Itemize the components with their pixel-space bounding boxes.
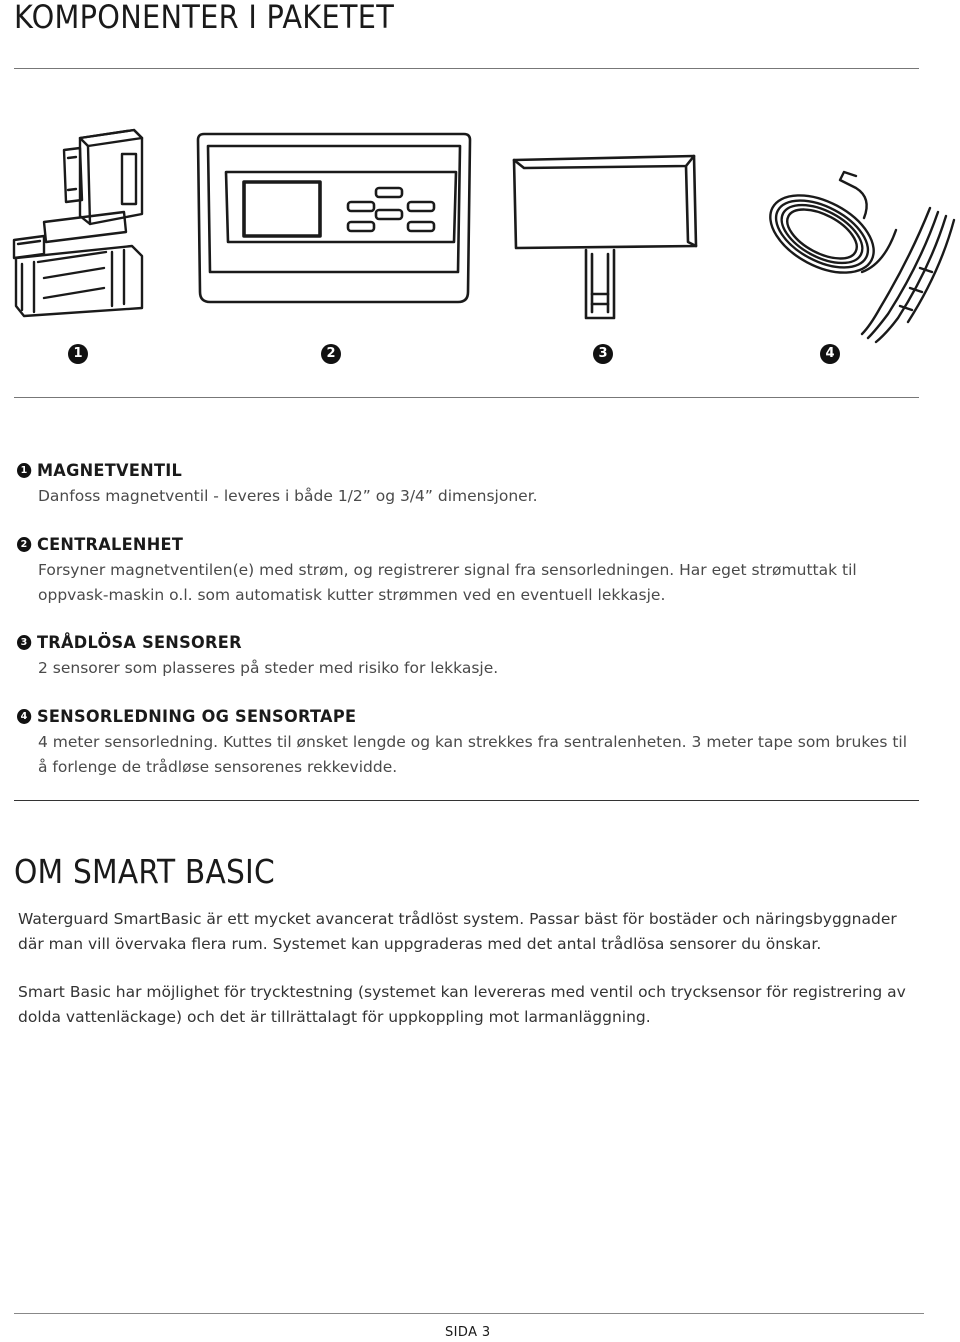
item-number-badge: 4 xyxy=(17,709,31,724)
footer-divider xyxy=(14,1313,924,1314)
component-number-4: 4 xyxy=(820,344,840,364)
item-heading: CENTRALENHET xyxy=(36,535,184,555)
about-paragraph-2: Smart Basic har möjlighet för trycktestning (systemet kan levereras med ventil och trycksensor för registrering av dolda vattenläckage) och det är tillrättalagt för uppkoppling mot larmanläggning. xyxy=(18,983,906,1026)
wireless-sensor-icon xyxy=(510,154,700,324)
item-heading: MAGNETVENTIL xyxy=(36,461,183,481)
component-number-2: 2 xyxy=(321,344,341,364)
illustration-divider xyxy=(14,397,919,398)
item-sensorledning xyxy=(17,706,917,779)
section-divider xyxy=(14,800,919,801)
item-number-badge: 1 xyxy=(17,463,31,478)
central-unit-icon xyxy=(196,132,472,304)
page-number: SIDA 3 xyxy=(445,1325,491,1340)
item-description: Danfoss magnetventil - leveres i både 1/2” og 3/4” dimensjoner. xyxy=(38,487,538,505)
component-number-1: 1 xyxy=(68,344,88,364)
item-number-badge: 3 xyxy=(17,635,31,650)
item-magnetventil xyxy=(17,460,917,509)
item-description: 4 meter sensorledning. Kuttes til ønsket lengde og kan strekkes fra sentralenheten. 3 meter tape som brukes til å forlenge de trådløse sensorenes rekkevidde. xyxy=(38,733,908,776)
component-number-3: 3 xyxy=(593,344,613,364)
item-tradlosa-sensorer xyxy=(17,632,917,681)
sensor-cable-coil-icon xyxy=(760,168,960,344)
item-description: Forsyner magnetventilen(e) med strøm, og registrerer signal fra sensorledningen. Har eget strømuttak til oppvask-maskin o.l. som automatisk kutter strømmen ved en eventuell lekkasje. xyxy=(38,561,857,604)
item-centralenhet xyxy=(17,534,917,607)
item-number-badge: 2 xyxy=(17,537,31,552)
about-paragraph-1: Waterguard SmartBasic är ett mycket avancerat trådlöst system. Passar bäst för bostäder och näringsbyggnader där man vill övervaka flera rum. Systemet kan uppgraderas med det antal trådlösa sensorer du önskar. xyxy=(18,910,897,953)
top-divider xyxy=(14,68,919,69)
section-title: OM SMART BASIC xyxy=(14,852,275,891)
item-heading: TRÅDLÖSA SENSORER xyxy=(36,633,242,653)
item-heading: SENSORLEDNING OG SENSORTAPE xyxy=(36,707,357,727)
page-title: KOMPONENTER I PAKETET xyxy=(14,0,395,36)
item-description: 2 sensorer som plasseres på steder med risiko for lekkasje. xyxy=(38,659,499,677)
solenoid-valve-icon xyxy=(4,128,154,318)
